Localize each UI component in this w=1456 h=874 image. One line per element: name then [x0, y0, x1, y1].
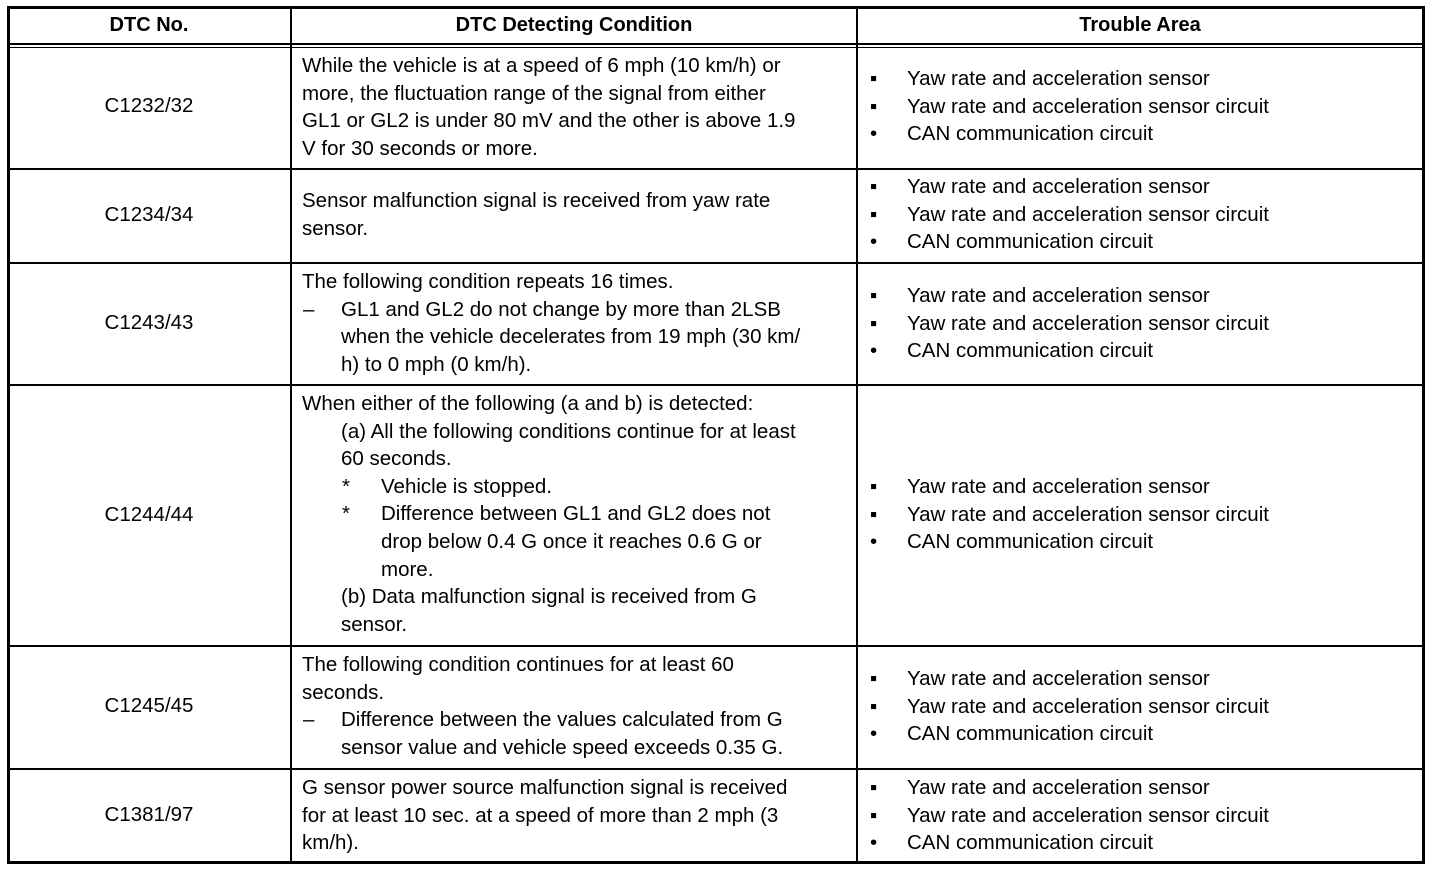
- condition-line: 60 seconds.: [341, 447, 452, 471]
- condition-line: V for 30 seconds or more.: [302, 136, 538, 160]
- condition-intro: The following condition repeats 16 times.: [302, 270, 674, 293]
- round-bullet-icon: •: [870, 122, 878, 146]
- condition-line: more.: [381, 557, 434, 581]
- square-bullet-icon: ▪: [870, 667, 878, 690]
- trouble-area-item: Yaw rate and acceleration sensor circuit: [907, 202, 1269, 226]
- row-divider: [7, 645, 1425, 647]
- round-bullet-icon: •: [870, 530, 878, 554]
- condition-line: (a) All the following conditions continue for at least: [341, 419, 796, 443]
- trouble-area-item: Yaw rate and acceleration sensor: [907, 776, 1210, 799]
- table-border-left: [7, 6, 10, 864]
- trouble-area-item: CAN communication circuit: [907, 722, 1154, 746]
- trouble-area-item: Yaw rate and acceleration sensor circuit: [907, 694, 1269, 718]
- condition-line: While the vehicle is at a speed of 6 mph (10 km/h) or: [302, 54, 781, 77]
- trouble-area-item: Yaw rate and acceleration sensor: [907, 475, 1210, 498]
- trouble-area-item: Yaw rate and acceleration sensor circuit: [907, 311, 1269, 335]
- condition-line: drop below 0.4 G once it reaches 0.6 G or: [381, 530, 762, 553]
- trouble-area-item: CAN communication circuit: [907, 122, 1154, 146]
- condition-line: km/h).: [302, 831, 359, 855]
- square-bullet-icon: ▪: [870, 502, 878, 526]
- square-bullet-icon: ▪: [870, 694, 878, 718]
- condition-line: GL1 or GL2 is under 80 mV and the other is above 1.9: [302, 109, 796, 133]
- round-bullet-icon: •: [870, 230, 878, 254]
- star-bullet: *: [342, 502, 350, 526]
- condition-intro: When either of the following (a and b) is detected:: [302, 392, 754, 415]
- dtc-code: C1243/43: [104, 311, 194, 334]
- trouble-area-item: CAN communication circuit: [907, 831, 1154, 855]
- condition-line: when the vehicle decelerates from 19 mph (30 km/: [341, 325, 801, 349]
- trouble-area-item: Yaw rate and acceleration sensor: [907, 67, 1210, 90]
- square-bullet-icon: ▪: [870, 175, 878, 198]
- header-divider: [7, 43, 1425, 45]
- square-bullet-icon: ▪: [870, 475, 878, 498]
- condition-intro: The following condition continues for at least 60: [302, 653, 734, 676]
- table-border-bottom: [7, 861, 1425, 864]
- header-divider-2: [7, 47, 1425, 48]
- dtc-code: C1244/44: [104, 503, 194, 526]
- round-bullet-icon: •: [870, 722, 878, 746]
- condition-line: sensor.: [302, 216, 369, 240]
- trouble-area-item: CAN communication circuit: [907, 339, 1154, 363]
- dtc-code: C1232/32: [104, 94, 194, 117]
- condition-line: sensor value and vehicle speed exceeds 0.35 G.: [341, 735, 784, 759]
- row-divider: [7, 384, 1425, 386]
- condition-line: for at least 10 sec. at a speed of more than 2 mph (3: [302, 803, 779, 827]
- dash-bullet: –: [303, 297, 315, 321]
- row-divider: [7, 168, 1425, 170]
- trouble-area-item: Yaw rate and acceleration sensor circuit: [907, 502, 1269, 526]
- trouble-area-item: Yaw rate and acceleration sensor: [907, 175, 1210, 198]
- row-divider: [7, 768, 1425, 770]
- round-bullet-icon: •: [870, 831, 878, 855]
- square-bullet-icon: ▪: [870, 803, 878, 827]
- condition-line: GL1 and GL2 do not change by more than 2LSB: [341, 297, 781, 321]
- header-dtc-no: DTC No.: [109, 14, 189, 36]
- square-bullet-icon: ▪: [870, 284, 878, 307]
- star-bullet: *: [342, 474, 350, 498]
- trouble-area-item: CAN communication circuit: [907, 530, 1154, 554]
- header-condition: DTC Detecting Condition: [455, 14, 693, 36]
- condition-intro: seconds.: [302, 680, 385, 704]
- trouble-area-item: Yaw rate and acceleration sensor circuit: [907, 94, 1269, 118]
- trouble-area-item: Yaw rate and acceleration sensor: [907, 284, 1210, 307]
- dtc-code: C1381/97: [104, 803, 194, 826]
- square-bullet-icon: ▪: [870, 311, 878, 335]
- condition-line: G sensor power source malfunction signal is received: [302, 776, 788, 799]
- condition-line: Difference between GL1 and GL2 does not: [381, 502, 771, 526]
- table-border-right: [1422, 6, 1425, 864]
- square-bullet-icon: ▪: [870, 94, 878, 118]
- round-bullet-icon: •: [870, 339, 878, 363]
- column-divider: [856, 6, 858, 864]
- condition-line: (b) Data malfunction signal is received from G: [341, 585, 757, 609]
- column-divider: [290, 6, 292, 864]
- dtc-code: C1245/45: [104, 694, 194, 717]
- square-bullet-icon: ▪: [870, 202, 878, 226]
- dash-bullet: –: [303, 708, 315, 732]
- square-bullet-icon: ▪: [870, 67, 878, 90]
- trouble-area-item: Yaw rate and acceleration sensor: [907, 667, 1210, 690]
- header-trouble-area: Trouble Area: [1079, 14, 1201, 36]
- condition-line: Difference between the values calculated from G: [341, 708, 783, 732]
- condition-line: h) to 0 mph (0 km/h).: [341, 352, 532, 376]
- table-border-top: [7, 6, 1425, 9]
- dtc-code: C1234/34: [104, 203, 194, 226]
- square-bullet-icon: ▪: [870, 776, 878, 799]
- trouble-area-item: CAN communication circuit: [907, 230, 1154, 254]
- condition-line: Vehicle is stopped.: [381, 474, 552, 498]
- condition-line: sensor.: [341, 612, 408, 636]
- trouble-area-item: Yaw rate and acceleration sensor circuit: [907, 803, 1269, 827]
- condition-line: Sensor malfunction signal is received from yaw rate: [302, 189, 771, 212]
- row-divider: [7, 262, 1425, 264]
- condition-line: more, the fluctuation range of the signal from either: [302, 81, 766, 105]
